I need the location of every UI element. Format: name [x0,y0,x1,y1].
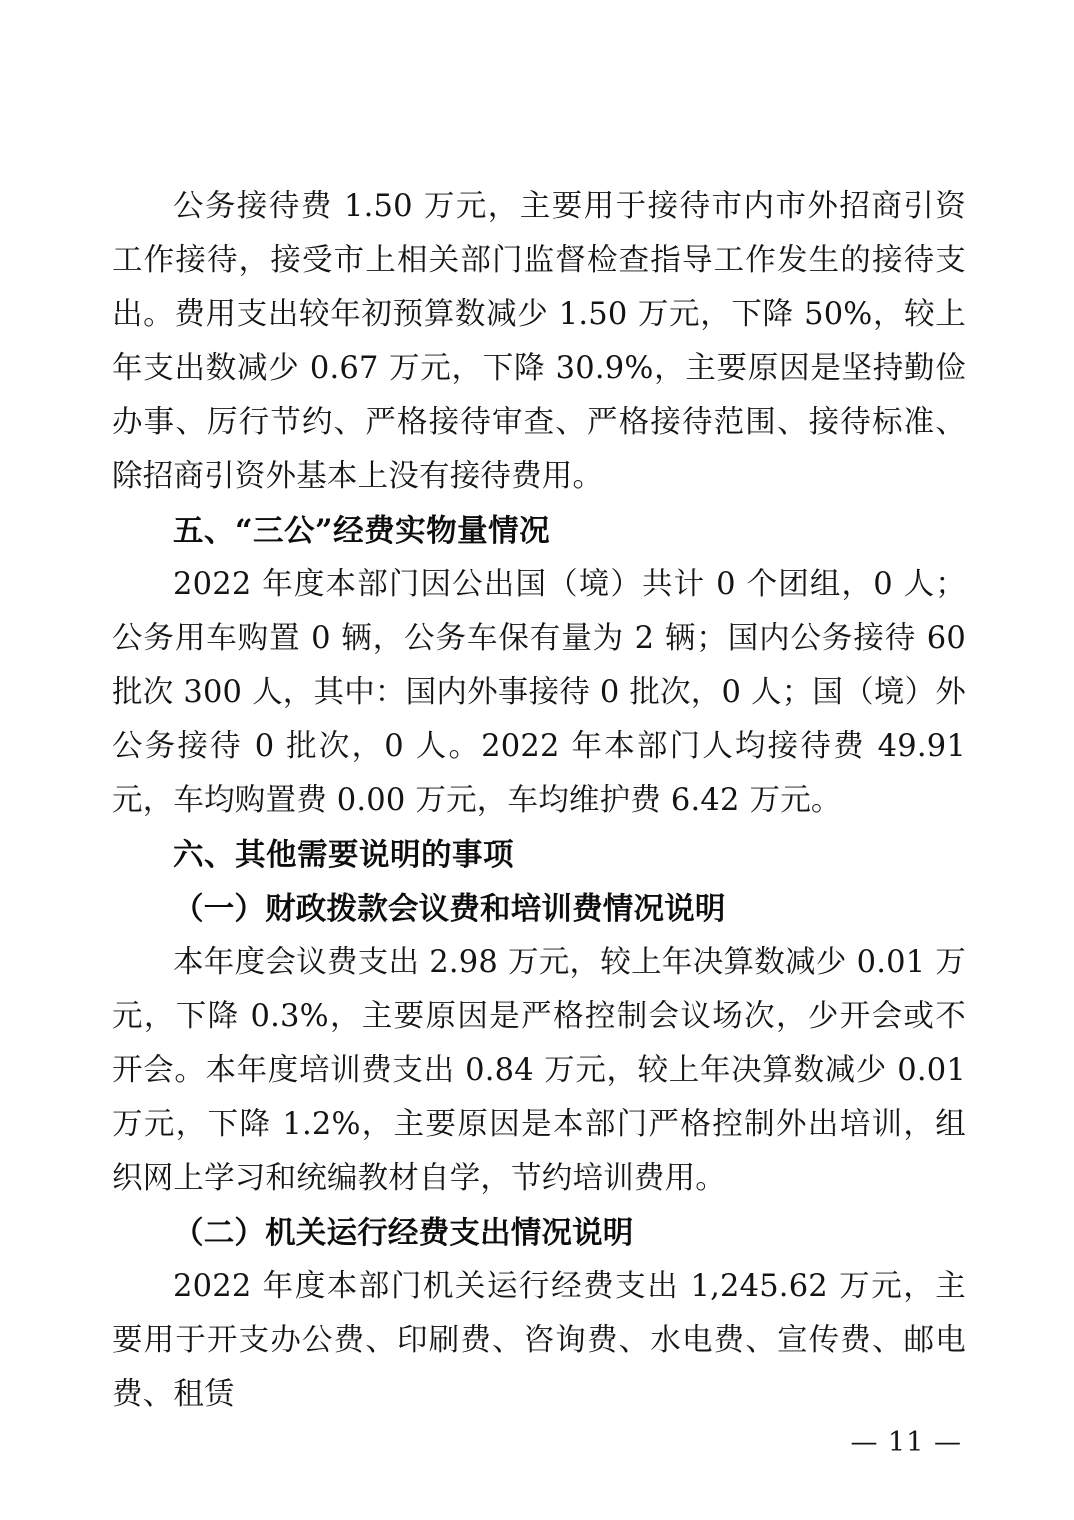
subheading-text: （二）机关运行经费支出情况说明 [173,1215,634,1251]
paragraph-physical-quantity [112,558,966,828]
paragraph-text: 2022 年度本部门因公出国（境）共计 0 个团组，0 人；公务用车购置 0 辆，公务车保有量为 2 辆；国内公务接待 60 批次 300 人，其中：国内外事接待 0 批次，0 人；国（境）外公务接待 0 批次，0 人。2022 年本部门人均接待费 49.91 元，车均购置费 0.00 万元，车均维护费 6.42 万元。 [112,567,966,818]
page-number: — 11 — [850,1427,962,1458]
subheading-text: （一）财政拨款会议费和培训费情况说明 [173,891,726,927]
paragraph-text: 公务接待费 1.50 万元，主要用于接待市内市外招商引资工作接待，接受市上相关部门监督检查指导工作发生的接待支出。费用支出较年初预算数减少 1.50 万元，下降 50%，较上年支出数减少 0.67 万元，下降 30.9%，主要原因是坚持勤俭办事、厉行节约、严格接待审查、严格接待范围、接待标准、除招商引资外基本上没有接待费用。 [112,189,966,494]
paragraph-operating-expense [112,1260,966,1422]
paragraph-text: 本年度会议费支出 2.98 万元，较上年决算数减少 0.01 万元，下降 0.3%，主要原因是严格控制会议场次，少开会或不开会。本年度培训费支出 0.84 万元，较上年决算数减少 0.01 万元，下降 1.2%，主要原因是本部门严格控制外出培训，组织网上学习和统编教材自学，节约培训费用。 [112,945,966,1196]
heading-text: 五、“三公”经费实物量情况 [173,513,551,549]
paragraph-text: 2022 年度本部门机关运行经费支出 1,245.62 万元，主要用于开支办公费、印刷费、咨询费、水电费、宣传费、邮电费、租赁 [112,1269,966,1412]
heading-text: 六、其他需要说明的事项 [173,837,514,873]
paragraph-meeting-training-fee [112,936,966,1206]
heading-section-five [112,504,966,558]
subheading-item-two [112,1206,966,1260]
heading-section-six [112,828,966,882]
paragraph-hospitality-expense [112,180,966,504]
subheading-item-one [112,882,966,936]
